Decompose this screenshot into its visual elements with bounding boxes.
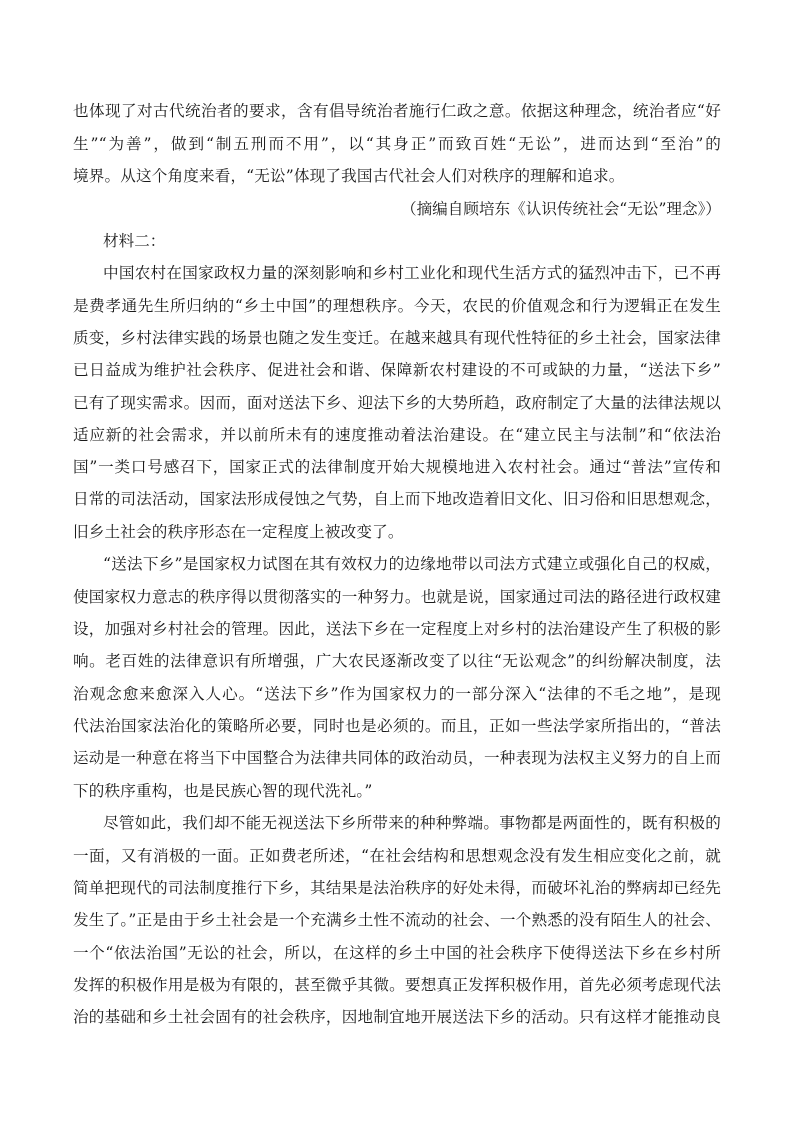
text-line: 是费孝通先生所归纳的“乡土中国”的理想秩序。今天，农民的价值观念和行为逻辑正在发生 xyxy=(73,297,721,315)
text-line: 中国农村在国家政权力量的深刻影响和乡村工业化和现代生活方式的猛烈冲击下，已不再 xyxy=(103,264,721,282)
text-line: 适应新的社会需求，并以前所未有的速度推动着法治建设。在“建立民主与法制”和“依法治 xyxy=(73,426,721,444)
text-line: 使国家权力意志的秩序得以贯彻落实的一种努力。也就是说，国家通过司法的路径进行政权建 xyxy=(73,588,721,606)
text-line: 质变，乡村法律实践的场景也随之发生变迁。在越来越具有现代性特征的乡土社会，国家法律 xyxy=(73,329,721,347)
text-line: 治的基础和乡土社会固有的社会秩序，因地制宜地开展送法下乡的活动。只有这样才能推动良 xyxy=(73,1008,721,1026)
text-line: 治观念愈来愈深入人心。“送法下乡”作为国家权力的一部分深入“法律的不毛之地”，是现 xyxy=(73,685,721,703)
text-line: 旧乡土社会的秩序形态在一定程度上被改变了。 xyxy=(73,523,404,541)
text-line: 境界。从这个角度来看，“无讼”体现了我国古代社会人们对秩序的理解和追求。 xyxy=(73,167,625,185)
text-line: 响。老百姓的法律意识有所增强，广大农民逐渐改变了以往“无讼观念”的纠纷解决制度，法 xyxy=(73,652,721,670)
text-line: 生”“为善”，做到“制五刑而不用”，以“其身正”而致百姓“无讼”，进而达到“至治”的 xyxy=(73,135,721,153)
text-line: 一面，又有消极的一面。正如费老所述，“在社会结构和思想观念没有发生相应变化之前，就 xyxy=(73,847,721,865)
source-citation: （摘编自顾培东《认识传统社会“无讼”理念》） xyxy=(400,200,721,218)
text-line: 设，加强对乡村社会的管理。因此，送法下乡在一定程度上对乡村的法治建设产生了积极的影 xyxy=(73,620,721,638)
text-line: 已日益成为维护社会秩序、促进社会和谐、保障新农村建设的不可或缺的力量，“送法下乡” xyxy=(73,361,721,379)
text-line: 也体现了对古代统治者的要求，含有倡导统治者施行仁政之意。依据这种理念，统治者应“好 xyxy=(73,102,721,120)
text-line: 一个“依法治国”无讼的社会，所以，在这样的乡土中国的社会秩序下使得送法下乡在乡村所 xyxy=(73,944,721,962)
text-line: 运动是一种意在将当下中国整合为法律共同体的政治动员，一种表现为法权主义努力的自上而 xyxy=(73,749,721,767)
text-line: 已有了现实需求。因而，面对送法下乡、迎法下乡的大势所趋，政府制定了大量的法律法规以 xyxy=(73,394,721,412)
text-line: 简单把现代的司法制度推行下乡，其结果是法治秩序的好处未得，而破坏礼治的弊病却已经先 xyxy=(73,879,721,897)
text-line: 发挥的积极作用是极为有限的，甚至微乎其微。要想真正发挥积极作用，首先必须考虑现代法 xyxy=(73,976,721,994)
text-line: 尽管如此，我们却不能无视送法下乡所带来的种种弊端。事物都是两面性的，既有积极的 xyxy=(103,814,721,832)
text-line: 发生了。”正是由于乡土社会是一个充满乡土性不流动的社会、一个熟悉的没有陌生人的社会、 xyxy=(73,911,721,929)
text-line: “送法下乡”是国家权力试图在其有效权力的边缘地带以司法方式建立或强化自己的权威， xyxy=(103,555,721,573)
text-line: 日常的司法活动，国家法形成侵蚀之气势，自上而下地改造着旧文化、旧习俗和旧思想观念， xyxy=(73,490,721,508)
text-line: 下的秩序重构，也是民族心智的现代洗礼。” xyxy=(73,782,373,800)
text-line: 代法治国家法治化的策略所必要，同时也是必须的。而且，正如一些法学家所指出的，“普法 xyxy=(73,717,721,735)
text-line: 国”一类口号感召下，国家正式的法律制度开始大规模地进入农村社会。通过“普法”宣传和 xyxy=(73,458,721,476)
section-heading: 材料二： xyxy=(103,232,166,250)
